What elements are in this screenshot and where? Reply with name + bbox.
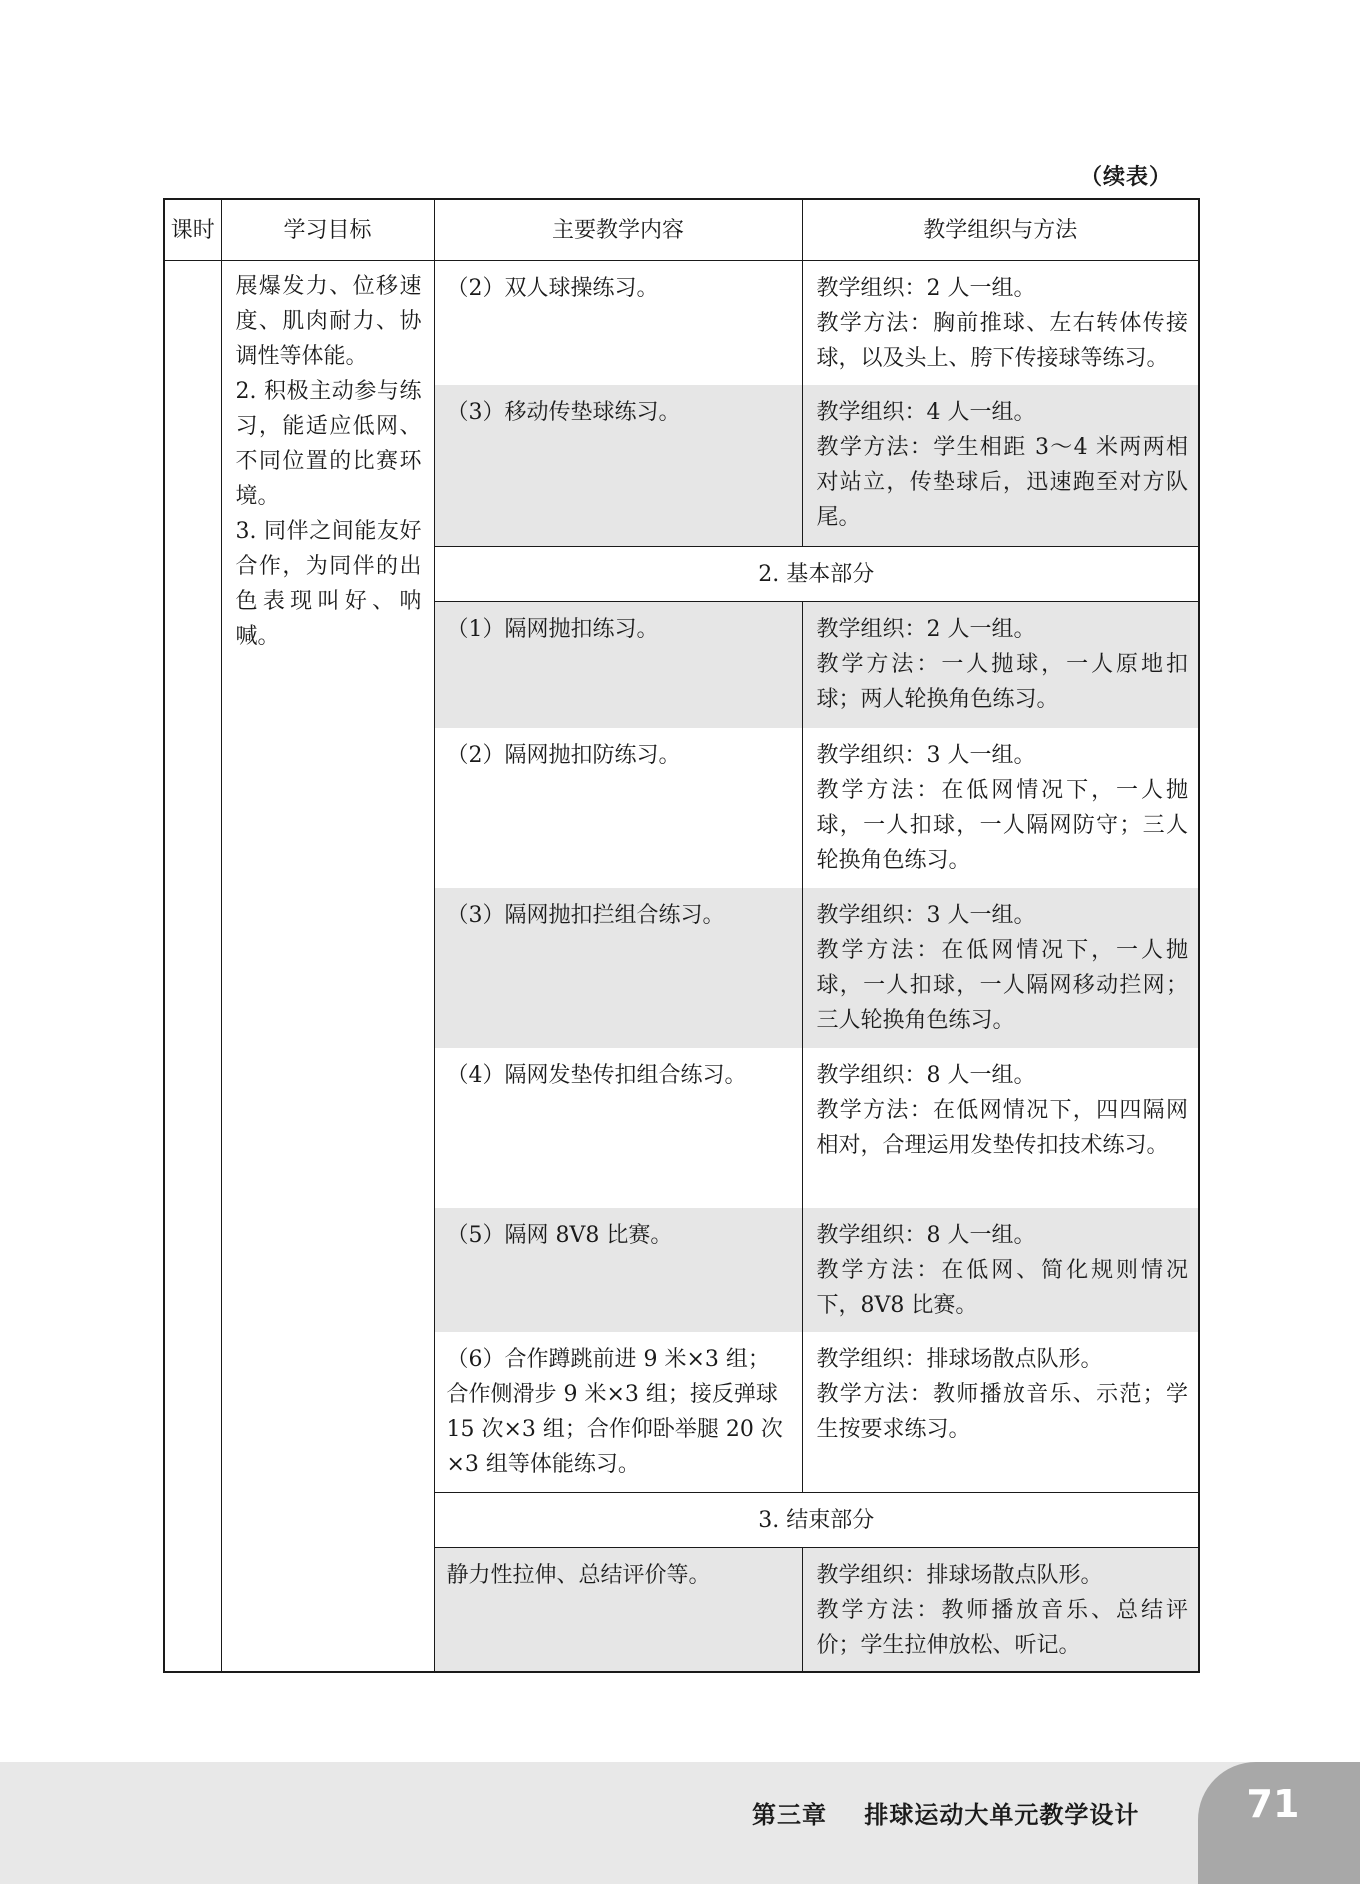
goal-text: 2. 积极主动参与练习，能适应低网、不同位置的比赛环境。 (235, 379, 422, 509)
method-text: 教学方法：一人抛球，一人原地扣球；两人轮换角色练习。 (816, 652, 1188, 712)
organization-text: 教学组织：2 人一组。 (816, 276, 1036, 301)
page-number: 71 (1246, 1782, 1300, 1826)
method-text: 教学方法：教师播放音乐、示范；学生按要求练习。 (816, 1381, 1188, 1442)
organization-text: 教学组织：4 人一组。 (816, 399, 1036, 425)
chapter-title: 第三章 排球运动大单元教学设计 (752, 1801, 1140, 1829)
method-text: 教学方法：胸前推球、左右转体传接球，以及头上、胯下传接球等练习。 (816, 311, 1188, 371)
method-cell (802, 602, 1199, 728)
content-cell: （5）隔网 8V8 比赛。 (434, 1208, 802, 1332)
header-method: 教学组织与方法 (802, 199, 1199, 261)
goal-text: 3. 同伴之间能友好合作，为同伴的出色表现叫好、呐喊。 (235, 519, 422, 649)
content-cell: （3）隔网抛扣拦组合练习。 (434, 888, 802, 1048)
content-cell: （2）双人球操练习。 (434, 261, 802, 385)
header-goal: 学习目标 (221, 199, 434, 261)
method-cell (802, 1548, 1199, 1672)
section-closing-title: 3. 结束部分 (434, 1493, 1199, 1548)
content-cell: （3）移动传垫球练习。 (434, 385, 802, 547)
organization-text: 教学组织：3 人一组。 (816, 742, 1036, 768)
goal-cell (221, 261, 434, 1672)
hour-cell (164, 261, 221, 1672)
footer-band (0, 1762, 1360, 1884)
organization-text: 教学组织：2 人一组。 (816, 617, 1036, 642)
method-text: 教学方法：在低网、简化规则情况下，8V8 比赛。 (816, 1257, 1188, 1318)
method-text: 教学方法：学生相距 3～4 米两两相对站立，传垫球后，迅速跑至对方队尾。 (816, 434, 1188, 530)
content-cell: （2）隔网抛扣防练习。 (434, 728, 802, 888)
content-cell: 静力性拉伸、总结评价等。 (434, 1548, 802, 1672)
organization-text: 教学组织：3 人一组。 (816, 902, 1036, 928)
table-row (164, 261, 1199, 385)
organization-text: 教学组织：8 人一组。 (816, 1062, 1036, 1088)
method-cell (802, 1332, 1199, 1493)
continued-label: （续表） (1080, 165, 1173, 190)
lesson-plan-table (163, 198, 1200, 1673)
organization-text: 教学组织：8 人一组。 (816, 1222, 1036, 1248)
content-cell: （4）隔网发垫传扣组合练习。 (434, 1048, 802, 1208)
method-cell (802, 261, 1199, 385)
goal-text: 展爆发力、位移速度、肌肉耐力、协调性等体能。 (235, 274, 422, 369)
method-cell (802, 1048, 1199, 1208)
organization-text: 教学组织：排球场散点队形。 (816, 1563, 1103, 1588)
content-cell: （1）隔网抛扣练习。 (434, 602, 802, 728)
header-content: 主要教学内容 (434, 199, 802, 261)
method-text: 教学方法：在低网情况下，一人抛球，一人扣球，一人隔网防守；三人轮换角色练习。 (816, 777, 1188, 873)
section-basic-title: 2. 基本部分 (434, 547, 1199, 602)
method-cell (802, 1208, 1199, 1332)
content-cell: （6）合作蹲跳前进 9 米×3 组；合作侧滑步 9 米×3 组；接反弹球 15 次×3 组；合作仰卧举腿 20 次×3 组等体能练习。 (434, 1332, 802, 1493)
method-cell (802, 728, 1199, 888)
organization-text: 教学组织：排球场散点队形。 (816, 1346, 1103, 1372)
table-header-row (164, 199, 1199, 261)
method-text: 教学方法：在低网情况下，四四隔网相对，合理运用发垫传扣技术练习。 (816, 1097, 1188, 1158)
header-hour: 课时 (164, 199, 221, 261)
method-text: 教学方法：教师播放音乐、总结评价；学生拉伸放松、听记。 (816, 1598, 1188, 1658)
method-cell (802, 888, 1199, 1048)
method-cell (802, 385, 1199, 547)
method-text: 教学方法：在低网情况下，一人抛球，一人扣球，一人隔网移动拦网；三人轮换角色练习。 (816, 937, 1188, 1033)
